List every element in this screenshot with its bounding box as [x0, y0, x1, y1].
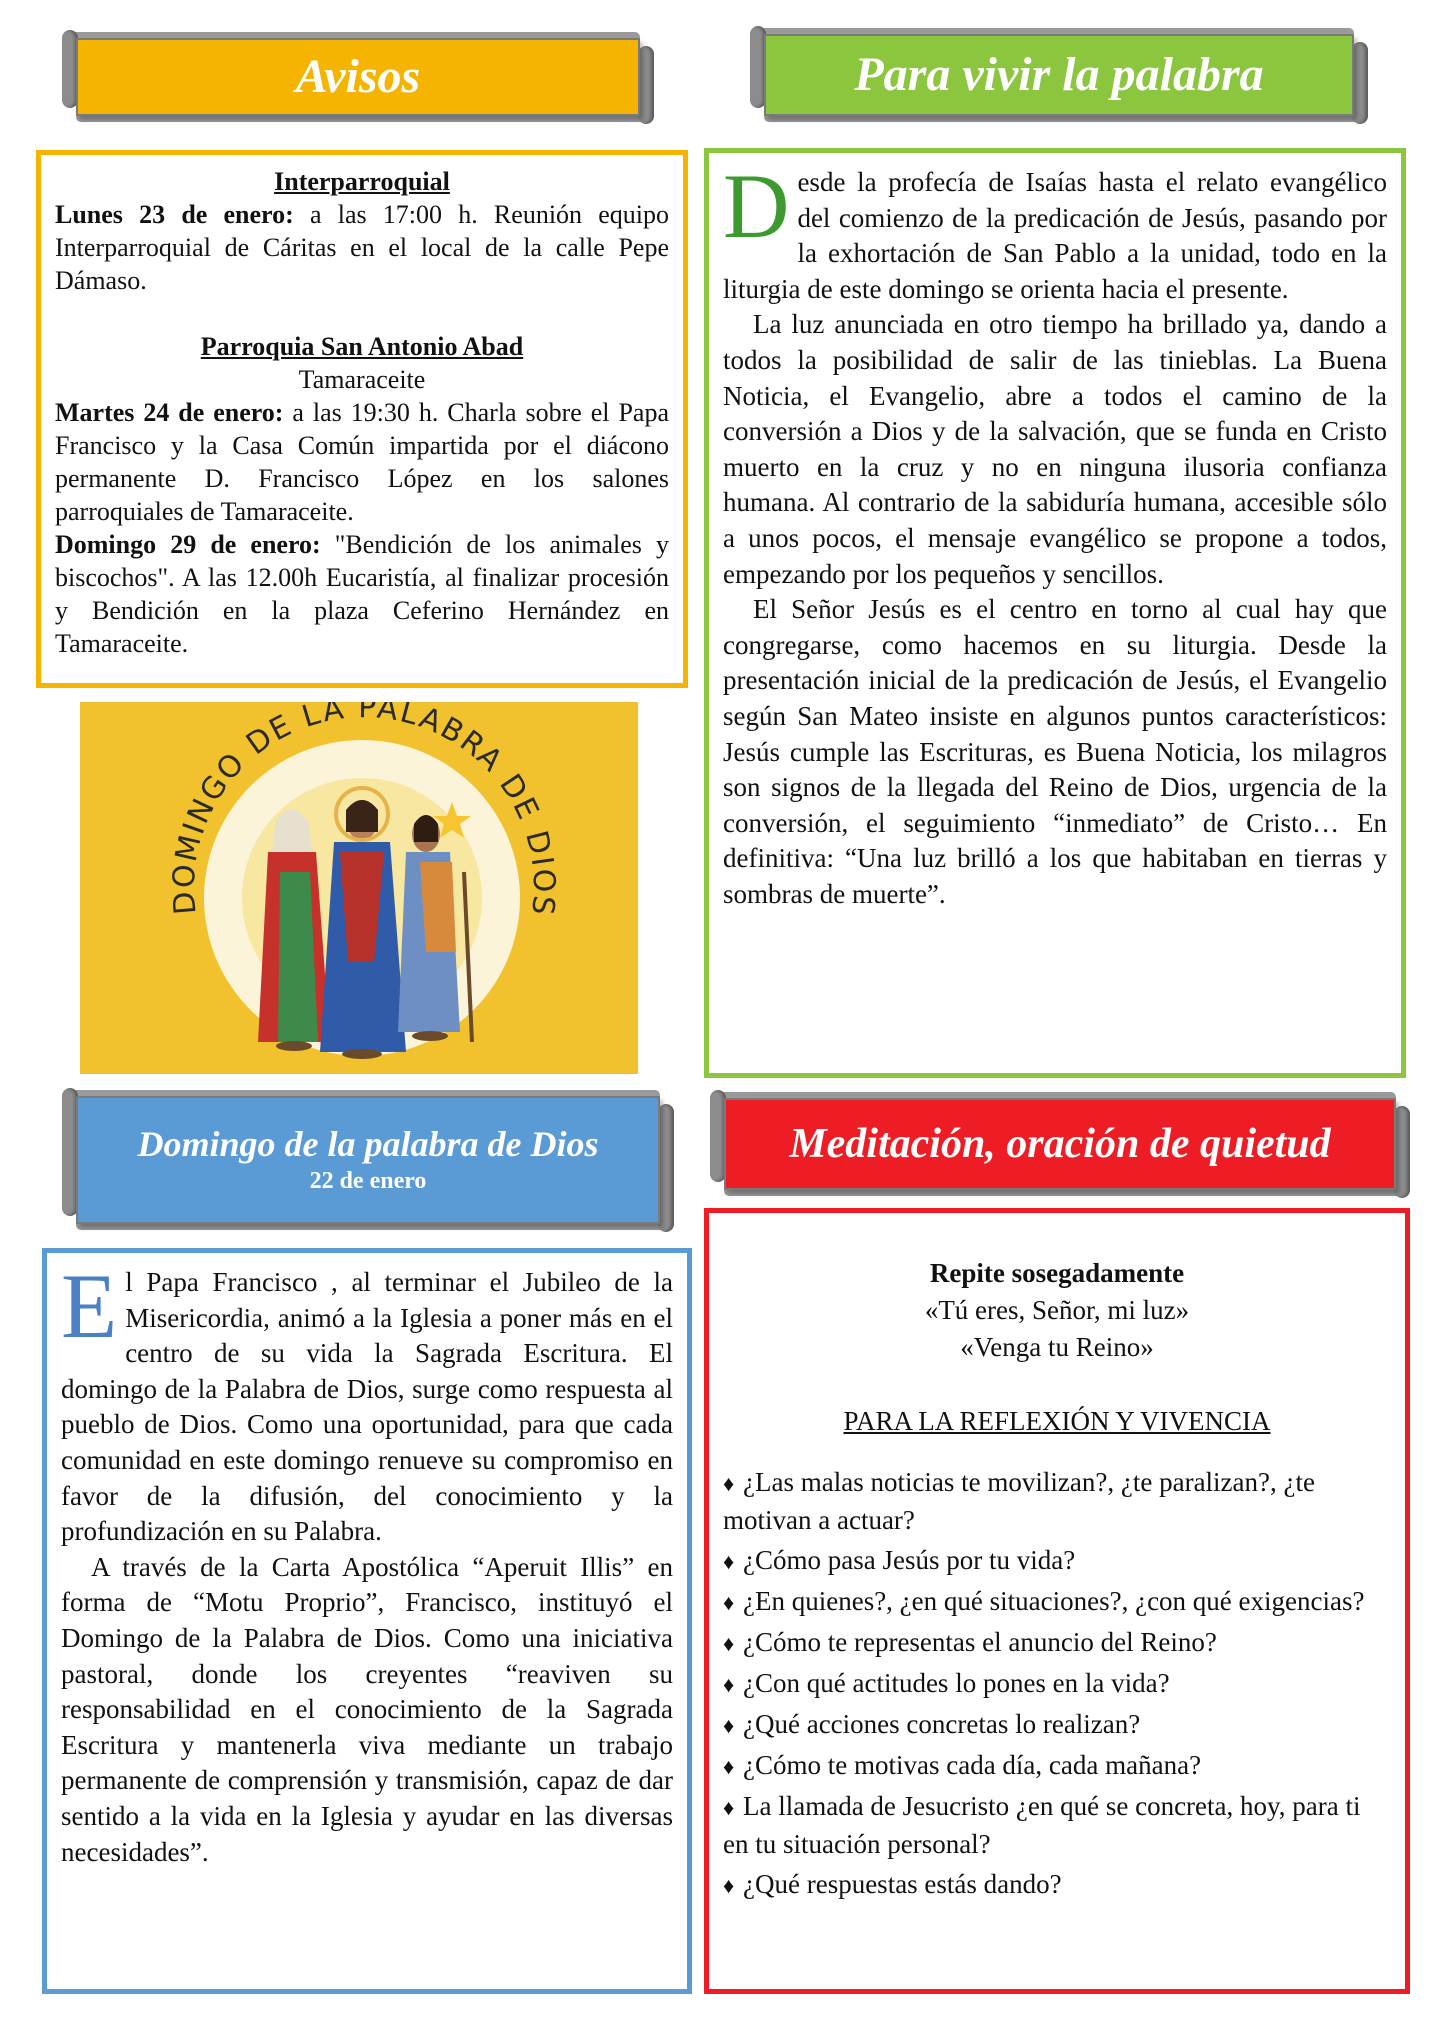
diamond-bullet-icon: ♦: [723, 1549, 735, 1574]
diamond-bullet-icon: ♦: [723, 1754, 735, 1779]
domingo-paragraph-1: l Papa Francisco , al terminar el Jubileo de la Misericordia, animó a la Iglesia a poner más en el centro de su vida la Sagrada Escritura. El domingo de la Palabra de Dios, surge como respuesta al pueblo de Dios. Como una oportunidad, para que cada comunidad en este domingo renueve su compromiso en favor de la difusión, del conocimiento y la profundización en su Palabra.: [61, 1267, 673, 1547]
interparroquial-heading: Interparroquial: [274, 167, 450, 196]
avisos-banner: [62, 24, 654, 130]
reflexion-heading: PARA LA REFLEXIÓN Y VIVENCIA: [843, 1406, 1271, 1436]
meditacion-banner: [710, 1084, 1410, 1204]
meditacion-title: Meditación, oración de quietud: [789, 1120, 1331, 1167]
list-item: ♦ ¿Las malas noticias te movilizan?, ¿te paralizan?, ¿te motivan a actuar?: [723, 1467, 1315, 1535]
repite-heading: Repite sosegadamente: [929, 1258, 1185, 1288]
vivir-banner: [750, 20, 1368, 130]
list-item: ♦ ¿Cómo te motivas cada día, cada mañana?: [723, 1747, 1391, 1785]
parroquia-heading: Parroquia San Antonio Abad: [200, 332, 524, 361]
diamond-bullet-icon: ♦: [723, 1713, 735, 1738]
list-item: ♦ ¿Cómo pasa Jesús por tu vida?: [723, 1542, 1391, 1580]
vivir-title: Para vivir la palabra: [854, 47, 1264, 101]
aviso-date-3: Domingo 29 de enero:: [55, 530, 321, 559]
domingo-banner: [62, 1082, 674, 1238]
domingo-paragraph-2: A través de la Carta Apostólica “Aperuit Illis” en forma de “Motu Proprio”, Francisco, instituyó el Domingo de la Palabra de Dios. Como una iniciativa pastoral, donde los creyentes “reaviven su responsabilidad en el conocimiento de la Sagrada Escritura y mantenerla viva mediante un trabajo permanente de comprensión y transmisión, capaz de dar sentido a la vida en la Iglesia y ayudar en las diversas necesidades”.: [61, 1551, 673, 1867]
repite-line-1: «Tú eres, Señor, mi luz»: [924, 1295, 1190, 1325]
parroquia-place: Tamaraceite: [298, 365, 426, 394]
domingo-title: Domingo de la palabra de Dios: [137, 1123, 599, 1164]
vivir-paragraph-1: esde la profecía de Isaías hasta el relato evangélico del comienzo de la predicación de Jesús, pasando por la exhortación de San Pablo a la unidad, todo en la liturgia de este domingo se orienta hacia el presente.: [723, 167, 1387, 304]
vivir-dropcap: D: [723, 155, 790, 257]
diamond-bullet-icon: ♦: [723, 1672, 735, 1697]
list-item: ♦ ¿En quienes?, ¿en qué situaciones?, ¿con qué exigencias?: [723, 1583, 1391, 1621]
domingo-palabra-poster: [80, 702, 638, 1074]
diamond-bullet-icon: ♦: [723, 1471, 735, 1496]
aviso-date-2: Martes 24 de enero:: [55, 398, 284, 427]
poster-arc-text: DOMINGO DE LA PALABRA DE DIOS: [166, 702, 562, 919]
list-item: ♦ La llamada de Jesucristo ¿en qué se concreta, hoy, para ti en tu situación personal?: [723, 1791, 1361, 1859]
meditacion-box: [704, 1208, 1410, 1994]
vivir-paragraph-3: El Señor Jesús es el centro en torno al cual hay que congregarse, como hacemos en su liturgia. Desde la presentación inicial de la predicación de Jesús, el Evangelio según San Mateo insiste en algunos puntos característicos: Jesús cumple las Escrituras, es Buena Noticia, los milagros son signos de la llegada del Reino de Dios, urgencia de la conversión, el seguimiento “inmediato” de Cristo… En definitiva: “Una luz brilló a los que habitaban en tierras y sombras de muerte”.: [723, 594, 1387, 909]
diamond-bullet-icon: ♦: [723, 1590, 735, 1615]
domingo-box: [42, 1248, 692, 1994]
list-item: ♦ ¿Qué acciones concretas lo realizan?: [723, 1706, 1391, 1744]
repite-line-2: «Venga tu Reino»: [960, 1332, 1154, 1362]
aviso-text-3: "Bendición de los animales y biscochos". A las 12.00h Eucaristía, al finalizar procesión y Bendición en la plaza Ceferino Hernández en Tamaraceite.: [55, 530, 669, 658]
aviso-text-2: a las 19:30 h. Charla sobre el Papa Francisco y la Casa Común impartida por el diácono permanente D. Francisco López en los salones parroquiales de Tamaraceite.: [55, 398, 669, 526]
poster-illustration: [80, 702, 638, 1074]
diamond-bullet-icon: ♦: [723, 1873, 735, 1898]
domingo-dropcap: E: [61, 1255, 118, 1357]
diamond-bullet-icon: ♦: [723, 1631, 735, 1656]
aviso-text-1: a las 17:00 h. Reunión equipo Interparroquial de Cáritas en el local de la calle Pepe Dámaso.: [55, 200, 669, 295]
domingo-date: 22 de enero: [309, 1168, 427, 1195]
avisos-title: Avisos: [295, 49, 421, 103]
list-item: ♦ ¿Con qué actitudes lo pones en la vida?: [723, 1665, 1391, 1703]
vivir-box: [704, 148, 1406, 1078]
list-item: ♦ ¿Qué respuestas estás dando?: [723, 1866, 1391, 1904]
diamond-bullet-icon: ♦: [723, 1795, 735, 1820]
aviso-date-1: Lunes 23 de enero:: [55, 200, 294, 229]
list-item: ♦ ¿Cómo te representas el anuncio del Reino?: [723, 1624, 1391, 1662]
vivir-paragraph-2: La luz anunciada en otro tiempo ha brillado ya, dando a todos la posibilidad de salir de las tinieblas. La Buena Noticia, el Evangelio, abre a todos el camino de la conversión a Dios y de la salvación, que se funda en Cristo muerto en la cruz y no en ninguna ilusoria confianza humana. Al contrario de la sabiduría humana, accesible sólo a unos pocos, el mensaje evangélico se propone a todos, empezando por los pequeños y sencillos.: [723, 309, 1387, 589]
avisos-box: [36, 150, 688, 688]
reflexion-questions-list: [723, 1464, 1391, 1904]
